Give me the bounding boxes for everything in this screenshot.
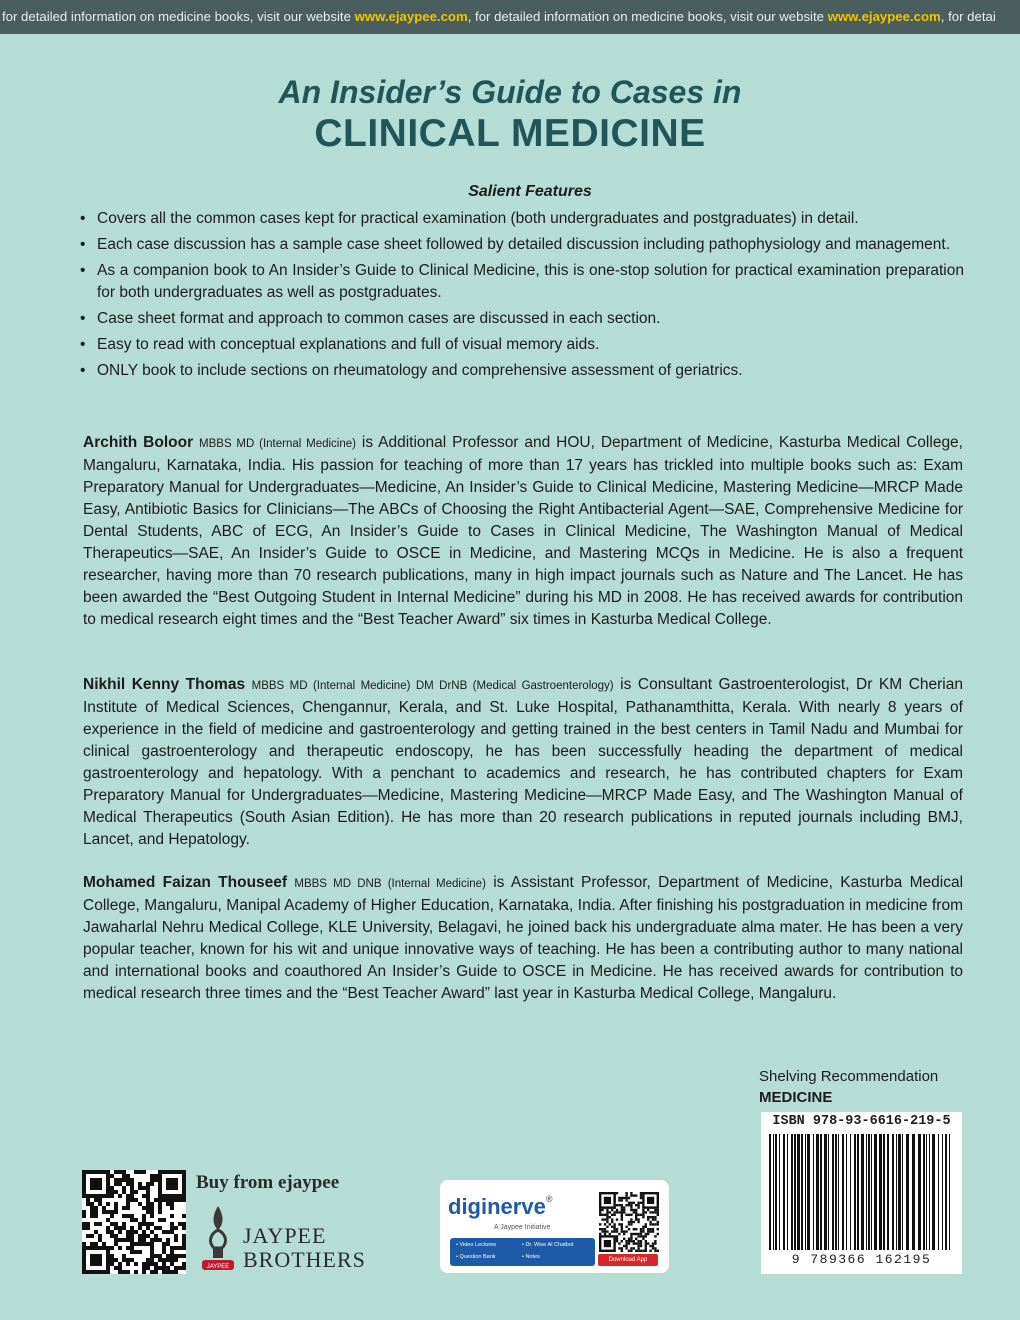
publisher-name-line-1: JAYPEE <box>243 1223 327 1248</box>
qr-code-icon[interactable] <box>599 1192 659 1252</box>
author-bio-text: is Additional Professor and HOU, Department of Medicine, Kasturba Medical College, Mangaluru, Karnataka, India. His passion for teaching of more than 17 years has trickled into multiple books such as: Exam Preparatory Manual for Undergraduates—Medicine, An Insider’s Guide to Clinical Medicine, Mastering Medicine—MRCP Made Easy, Antibiotic Basics for Clinicians—The ABCs of Choosing the Right Antibacterial Agent—SAE, Comprehensive Medicine for Dental Students, ABC of ECG, An Insider’s Guide to Cases in Clinical Medicine, The Washington Manual of Medical Therapeutics—SAE, An Insider’s Guide to OSCE in Medicine, and Mastering MCQs in Medicine. He is also a frequent researcher, having more than 70 research publications, many in high impact journals such as Nature and The Lancet. He has been awarded the “Best Outgoing Student in Internal Medicine” during his MD in 2008. He has received awards for contribution to medical research eight times and the “Best Teacher Award” six times in Kasturba Medical College. <box>83 434 963 628</box>
barcode-icon <box>767 1134 956 1250</box>
diginerve-feature: • Dr. Wise AI Chatbot <box>522 1242 574 1248</box>
banner-text: , <box>940 9 949 24</box>
diginerve-feature: • Video Lectures <box>456 1242 497 1248</box>
buy-from-label: Buy from ejaypee <box>196 1172 340 1193</box>
barcode-number: 9 789366 162195 <box>791 1252 932 1267</box>
author-credentials: MBBS MD (Internal Medicine) DM DrNB (Medical Gastroenterology) <box>251 680 614 692</box>
author-credentials: MBBS MD (Internal Medicine) <box>199 438 356 450</box>
feature-item: • Case sheet format and approach to common cases are discussed in each section. <box>80 308 964 330</box>
features-list <box>80 208 964 386</box>
title-line-2: CLINICAL MEDICINE <box>314 112 706 155</box>
feature-item: • As a companion book to An Insider’s Guide to Clinical Medicine, this is one-stop solution for practical examination preparation for both undergraduates as well as postgraduates. <box>80 260 964 304</box>
download-app-button[interactable]: Download App <box>598 1254 658 1266</box>
shelving-label: Shelving Recommendation <box>759 1068 939 1085</box>
author-name: Nikhil Kenny Thomas <box>83 676 246 693</box>
banner-link[interactable]: www.ejaypee.com <box>354 9 468 24</box>
logo-badge-text: JAYPEE <box>206 1264 230 1270</box>
banner-text: , <box>467 9 476 24</box>
feature-item: • ONLY book to include sections on rheumatology and comprehensive assessment of geriatrics. <box>80 360 964 382</box>
diginerve-logo <box>448 1194 552 1220</box>
book-title <box>0 72 1020 156</box>
registered-icon: ® <box>545 1194 553 1204</box>
diginerve-card[interactable] <box>440 1180 669 1273</box>
title-line-1: An Insider’s Guide to Cases in <box>278 74 742 110</box>
salient-features-heading: Salient Features <box>468 183 592 200</box>
author-bio <box>83 674 963 851</box>
author-bio <box>83 872 963 1005</box>
author-name: Mohamed Faizan Thouseef <box>83 874 288 891</box>
banner-text: for detailed information on medicine books, visit our website <box>2 9 355 24</box>
diginerve-tagline: A Jaypee Initiative <box>494 1224 551 1231</box>
shelving-value: MEDICINE <box>759 1089 833 1106</box>
diginerve-logo-text: diginerve <box>448 1194 546 1219</box>
diginerve-feature: • Question Bank <box>456 1254 496 1260</box>
feature-item: • Each case discussion has a sample case sheet followed by detailed discussion including pathophysiology and management. <box>80 234 964 256</box>
author-bio <box>83 432 963 631</box>
author-bio-text: is Assistant Professor, Department of Medicine, Kasturba Medical College, Mangaluru, Manipal Academy of Higher Education, Karnataka, India. After finishing his postgraduation in medicine from Jawaharlal Nehru Medical College, KLE University, Belagavi, he joined back his undergraduate alma mater. He has been a very popular teacher, known for his wit and unique innovative ways of teaching. He has been a contributing author to many national and international books and coauthored An Insider’s Guide to OSCE in Medicine. He has received awards for contribution to medical research three times and the “Best Teacher Award” last year in Kasturba Medical College, Mangaluru. <box>83 874 964 1002</box>
banner-text: for detailed information on medicine books, visit our website <box>475 9 828 24</box>
qr-code-icon[interactable] <box>82 1170 188 1274</box>
banner-link[interactable]: www.ejaypee.com <box>827 9 941 24</box>
feature-item: • Easy to read with conceptual explanations and full of visual memory aids. <box>80 334 964 356</box>
shelving-recommendation <box>759 1066 938 1108</box>
publisher-name-line-2: BROTHERS <box>243 1247 366 1272</box>
feature-item: • Covers all the common cases kept for practical examination (both undergraduates and postgraduates) in detail. <box>80 208 964 230</box>
jaypee-logo-icon <box>200 1202 236 1274</box>
diginerve-features <box>450 1238 595 1266</box>
diginerve-feature: • Notes <box>522 1254 540 1260</box>
banner-text: for detai <box>948 9 996 24</box>
author-name: Archith Boloor <box>83 434 194 451</box>
author-bio-text: is Consultant Gastroenterologist, Dr KM Cherian Institute of Medical Sciences, Chengannur, Kerala, and St. Luke Hospital, Pathanamthitta, Kerala. With nearly 8 years of experience in the field of medicine and gastroenterology and getting trained in the best centers in Tamil Nadu and Mumbai for clinical gastroenterology and therapeutic endoscopy, he has been successfully heading the department of medical gastroenterology and hepatology. With a penchant to academics and research, he has contributed chapters for Exam Preparatory Manual for Undergraduates—Medicine, Mastering Medicine—MRCP Made Easy, and The Washington Manual of Medical Therapeutics (South Asian Edition). He has more than 20 research publications in reputed journals including BMJ, Lancet, and Hepatology. <box>83 676 963 848</box>
isbn-label: ISBN 978-93-6616-219-5 <box>772 1114 951 1129</box>
top-banner <box>0 0 1020 34</box>
publisher-name <box>243 1224 366 1272</box>
isbn-barcode <box>761 1112 962 1274</box>
author-credentials: MBBS MD DNB (Internal Medicine) <box>294 878 486 890</box>
